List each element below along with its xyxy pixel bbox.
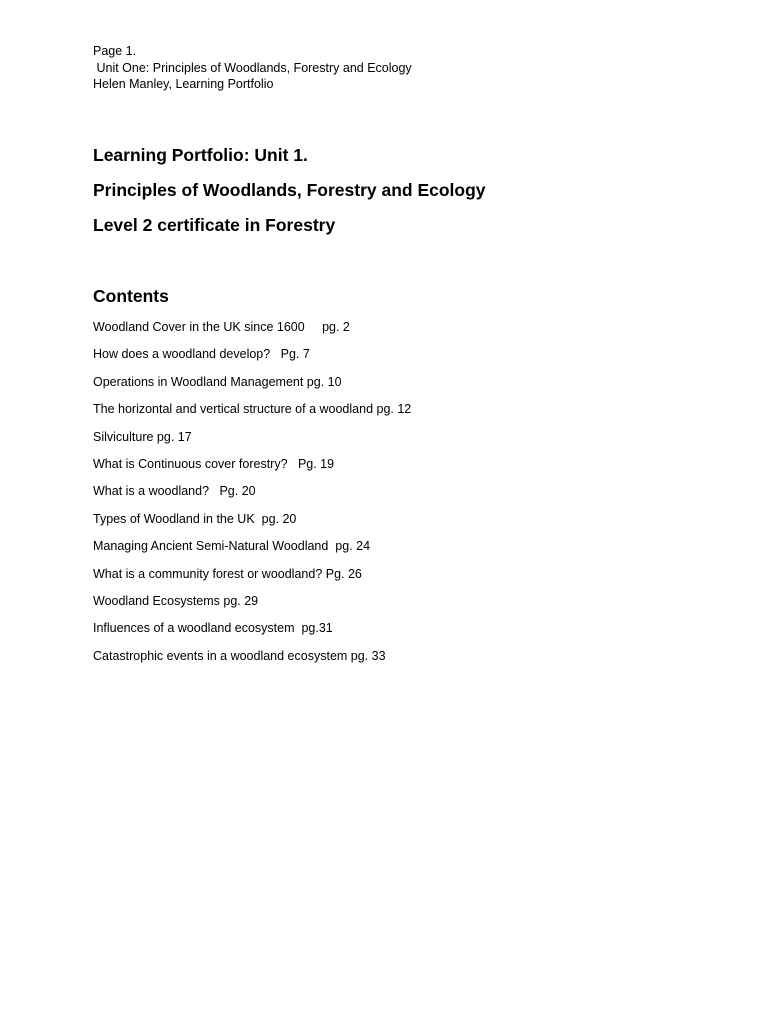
certificate-title: Level 2 certificate in Forestry [93,215,336,235]
toc-entry: Woodland Ecosystems pg. 29 [93,593,259,608]
contents-heading: Contents [93,286,169,306]
toc-entry: Catastrophic events in a woodland ecosystem pg. 33 [93,648,386,663]
toc-entry: How does a woodland develop? Pg. 7 [93,347,310,362]
toc-entry: The horizontal and vertical structure of a woodland pg. 12 [93,402,412,417]
table-of-contents [93,319,411,675]
toc-entry: Silviculture pg. 17 [93,429,192,444]
page-header [93,43,412,93]
toc-entry: What is a woodland? Pg. 20 [93,484,256,499]
toc-entry: Types of Woodland in the UK pg. 20 [93,511,297,526]
toc-entry: Operations in Woodland Management pg. 10 [93,374,342,389]
portfolio-title: Learning Portfolio: Unit 1. [93,145,308,165]
unit-title: Principles of Woodlands, Forestry and Ecology [93,180,486,200]
toc-entry: What is a community forest or woodland? Pg. 26 [93,566,362,581]
page-number: Page 1. [93,44,137,58]
toc-entry: Managing Ancient Semi-Natural Woodland pg. 24 [93,539,371,554]
toc-entry: Woodland Cover in the UK since 1600 pg. 2 [93,320,350,334]
unit-subtitle: Unit One: Principles of Woodlands, Forestry and Ecology [93,60,412,75]
author-line: Helen Manley, Learning Portfolio [93,77,274,91]
toc-entry: What is Continuous cover forestry? Pg. 19 [93,456,335,471]
toc-entry: Influences of a woodland ecosystem pg.31 [93,621,333,636]
